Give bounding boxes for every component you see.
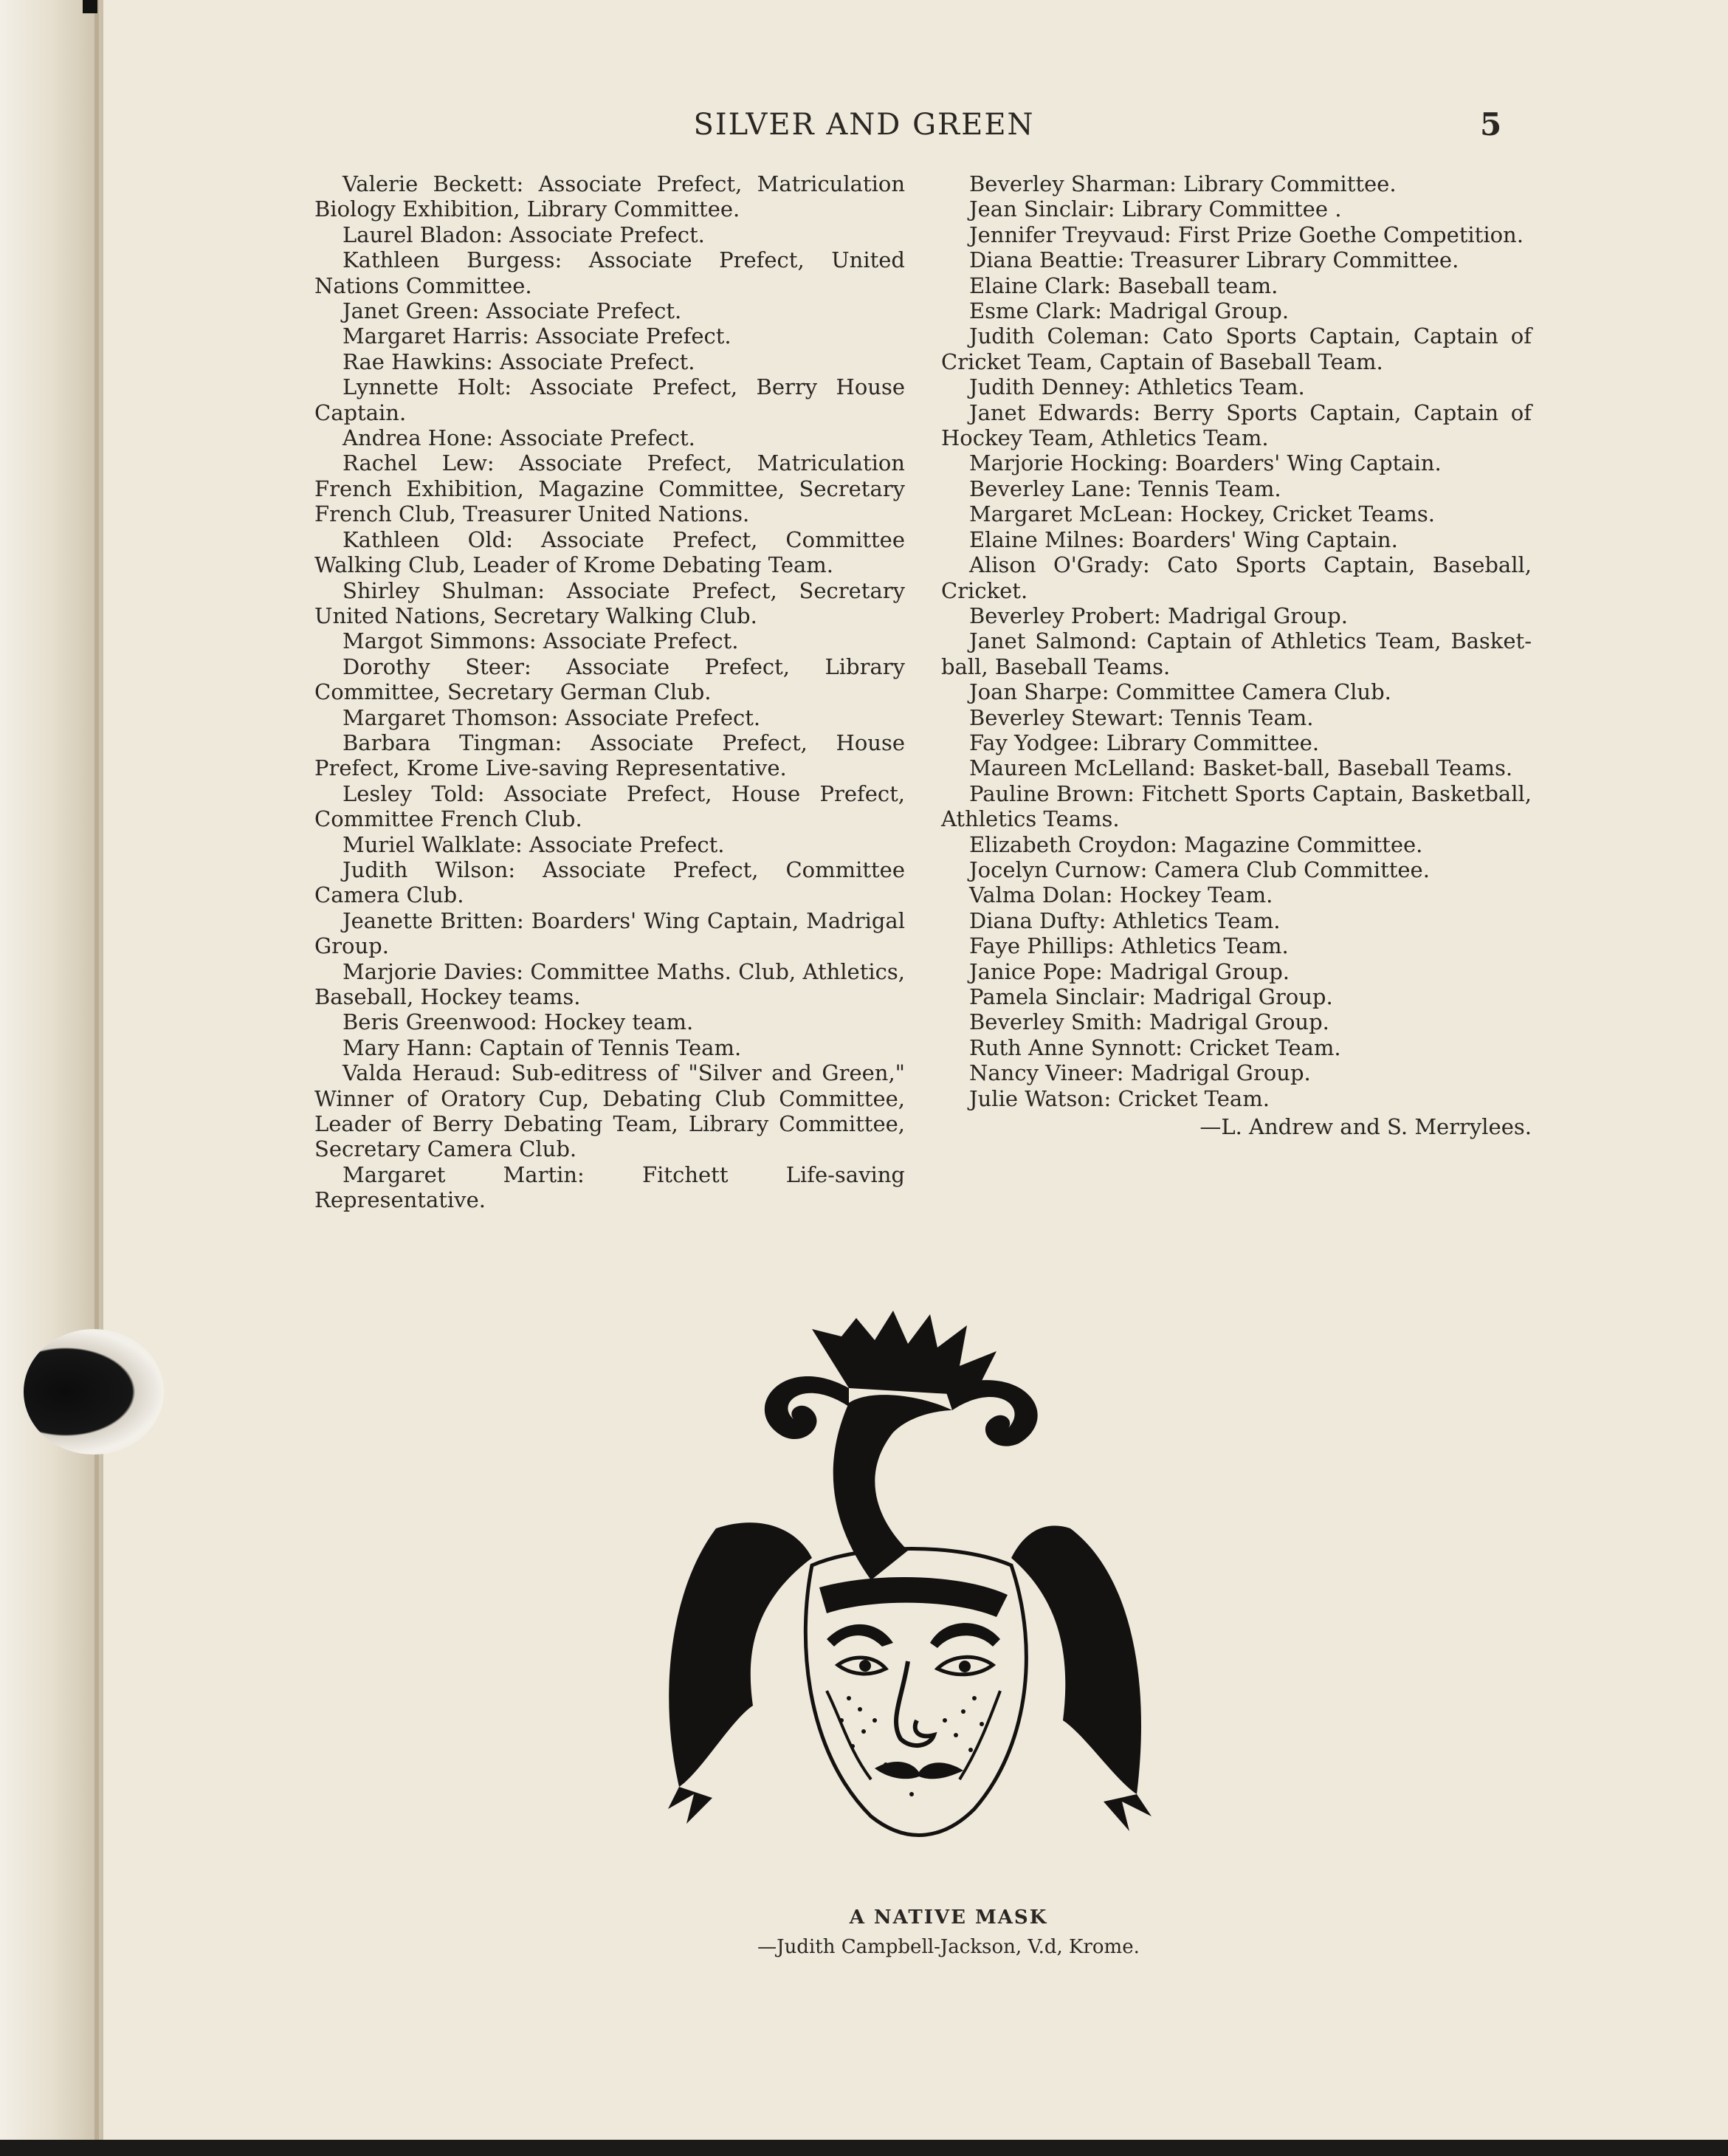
honour-entry: Andrea Hone: Associate Prefect.: [342, 425, 695, 451]
honour-entry: Beverley Stewart: Tennis Team.: [969, 704, 1314, 730]
honour-entry: Elaine Clark: Baseball team.: [969, 272, 1278, 298]
caption-credit: —Judith Campbell-Jackson, V.d, Krome.: [757, 1936, 1140, 1958]
honour-entry: Elizabeth Croydon: Magazine Committee.: [969, 831, 1423, 857]
honour-entry: Beris Greenwood: Hockey team.: [342, 1009, 694, 1035]
honour-entry: Pamela Sinclair: Madrigal Group.: [969, 984, 1333, 1009]
page-title: SILVER AND GREEN: [693, 108, 1035, 142]
signature: —L. Andrew and S. Merrylees.: [1199, 1114, 1532, 1140]
honour-entry: Kathleen Burgess: Associate Prefect, United Nations Committee.: [314, 247, 905, 298]
honour-entry: Fay Yodgee: Library Committee.: [969, 729, 1320, 755]
page-number: 5: [1480, 106, 1502, 143]
honour-entry: Jennifer Treyvaud: First Prize Goethe Competition.: [969, 222, 1524, 247]
honour-entry: Beverley Probert: Madrigal Group.: [969, 602, 1348, 628]
caption-title: A NATIVE MASK: [849, 1906, 1048, 1929]
honour-entry: Valda Heraud: Sub-editress of "Silver and Green," Winner of Oratory Cup, Debating Club Committee, Leader of Berry Debating Team, Library Committee, Secretary Camera Club.: [314, 1060, 905, 1162]
honour-entry: Lynnette Holt: Associate Prefect, Berry House Captain.: [314, 374, 905, 425]
mask-right-hair: [1011, 1525, 1141, 1794]
honour-entry: Barbara Tingman: Associate Prefect, House Prefect, Krome Live-saving Representative.: [314, 729, 905, 781]
honour-entry: Shirley Shulman: Associate Prefect, Secretary United Nations, Secretary Walking Club.: [314, 577, 905, 628]
honour-entry: Valerie Beckett: Associate Prefect, Matriculation Biology Exhibition, Library Committee.: [314, 171, 905, 222]
binding-crease: [94, 0, 99, 2156]
honour-entry: Faye Phillips: Athletics Team.: [969, 933, 1289, 959]
honour-entry: Muriel Walklate: Associate Prefect.: [342, 831, 725, 857]
top-corner-mark: [83, 0, 97, 13]
honour-entry: Margaret Thomson: Associate Prefect.: [342, 704, 761, 730]
honour-entry: Janice Pope: Madrigal Group.: [969, 958, 1290, 984]
honour-entry: Judith Coleman: Cato Sports Captain, Captain of Cricket Team, Captain of Baseball Team.: [941, 323, 1532, 374]
honour-entry: Dorothy Steer: Associate Prefect, Library Committee, Secretary German Club.: [314, 653, 905, 705]
mask-mouth: [875, 1762, 963, 1779]
honour-entry: Margaret Harris: Associate Prefect.: [342, 323, 732, 349]
honour-entry: Kathleen Old: Associate Prefect, Committee Walking Club, Leader of Krome Debating Team.: [314, 526, 905, 578]
honour-entry: Janet Green: Associate Prefect.: [342, 298, 682, 324]
honour-entry: Ruth Anne Synnott: Cricket Team.: [969, 1034, 1341, 1060]
honour-entry: Jocelyn Curnow: Camera Club Committee.: [969, 856, 1430, 882]
punch-hole: [24, 1329, 164, 1455]
honour-entry: Lesley Told: Associate Prefect, House Prefect, Committee French Club.: [314, 780, 905, 832]
honour-entry: Marjorie Davies: Committee Maths. Club, Athletics, Baseball, Hockey teams.: [314, 958, 905, 1009]
honour-entry: Beverley Lane: Tennis Team.: [969, 476, 1281, 501]
honour-entry: Marjorie Hocking: Boarders' Wing Captain.: [969, 450, 1442, 476]
honour-entry: Valma Dolan: Hockey Team.: [969, 882, 1273, 908]
honour-entry: Rachel Lew: Associate Prefect, Matriculation French Exhibition, Magazine Committee, Secretary French Club, Treasurer United Nations.: [314, 450, 905, 527]
honour-entry: Beverley Sharman: Library Committee.: [969, 171, 1397, 196]
right-column: [941, 171, 1532, 1139]
honour-entry: Maureen McLelland: Basket-ball, Baseball Teams.: [969, 755, 1513, 781]
honour-entry: Janet Edwards: Berry Sports Captain, Captain of Hockey Team, Athletics Team.: [941, 399, 1532, 451]
honour-entry: Beverley Smith: Madrigal Group.: [969, 1009, 1329, 1035]
honour-entry: Jeanette Britten: Boarders' Wing Captain, Madrigal Group.: [314, 907, 905, 959]
honour-entry: Rae Hawkins: Associate Prefect.: [342, 349, 695, 374]
honour-entry: Janet Salmond: Captain of Athletics Team, Basket-ball, Baseball Teams.: [941, 628, 1532, 679]
honour-entry: Diana Beattie: Treasurer Library Committee.: [969, 247, 1459, 273]
honour-entry: Laurel Bladon: Associate Prefect.: [342, 222, 705, 247]
honour-entry: Jean Sinclair: Library Committee .: [969, 196, 1342, 222]
mask-left-curl: [765, 1376, 849, 1439]
page-gutter: [0, 0, 103, 2156]
mask-right-curl: [945, 1380, 1038, 1446]
honour-entry: Judith Denney: Athletics Team.: [969, 374, 1305, 400]
honour-entry: Esme Clark: Madrigal Group.: [969, 298, 1290, 324]
honour-entry: Mary Hann: Captain of Tennis Team.: [342, 1034, 742, 1060]
honour-entry: Margaret Martin: Fitchett Life-saving Representative.: [314, 1161, 905, 1213]
illustration-caption: [668, 1906, 1229, 1958]
mask-left-eyebrow: [827, 1624, 893, 1647]
honour-entry: Margaret McLean: Hockey, Cricket Teams.: [969, 501, 1435, 527]
honour-entry: Margot Simmons: Associate Prefect.: [342, 628, 739, 654]
honour-entry: Joan Sharpe: Committee Camera Club.: [969, 679, 1391, 705]
honour-entry: Julie Watson: Cricket Team.: [969, 1085, 1270, 1111]
honour-entry: Judith Wilson: Associate Prefect, Committee Camera Club.: [314, 856, 905, 908]
honour-entry: Diana Dufty: Athletics Team.: [969, 907, 1281, 933]
mask-nose: [896, 1661, 934, 1745]
mask-left-hair: [669, 1522, 812, 1787]
honour-entry: Nancy Vineer: Madrigal Group.: [969, 1060, 1311, 1086]
honour-entry: Elaine Milnes: Boarders' Wing Captain.: [969, 526, 1398, 552]
mask-right-eyebrow: [930, 1623, 1000, 1648]
honour-entry: Alison O'Grady: Cato Sports Captain, Baseball, Cricket.: [941, 552, 1532, 603]
honour-entry: Pauline Brown: Fitchett Sports Captain, Basketball, Athletics Teams.: [941, 780, 1532, 832]
page-bottom-edge: [0, 2140, 1728, 2156]
left-column: [314, 171, 905, 1213]
native-mask-illustration: [627, 1307, 1188, 1898]
